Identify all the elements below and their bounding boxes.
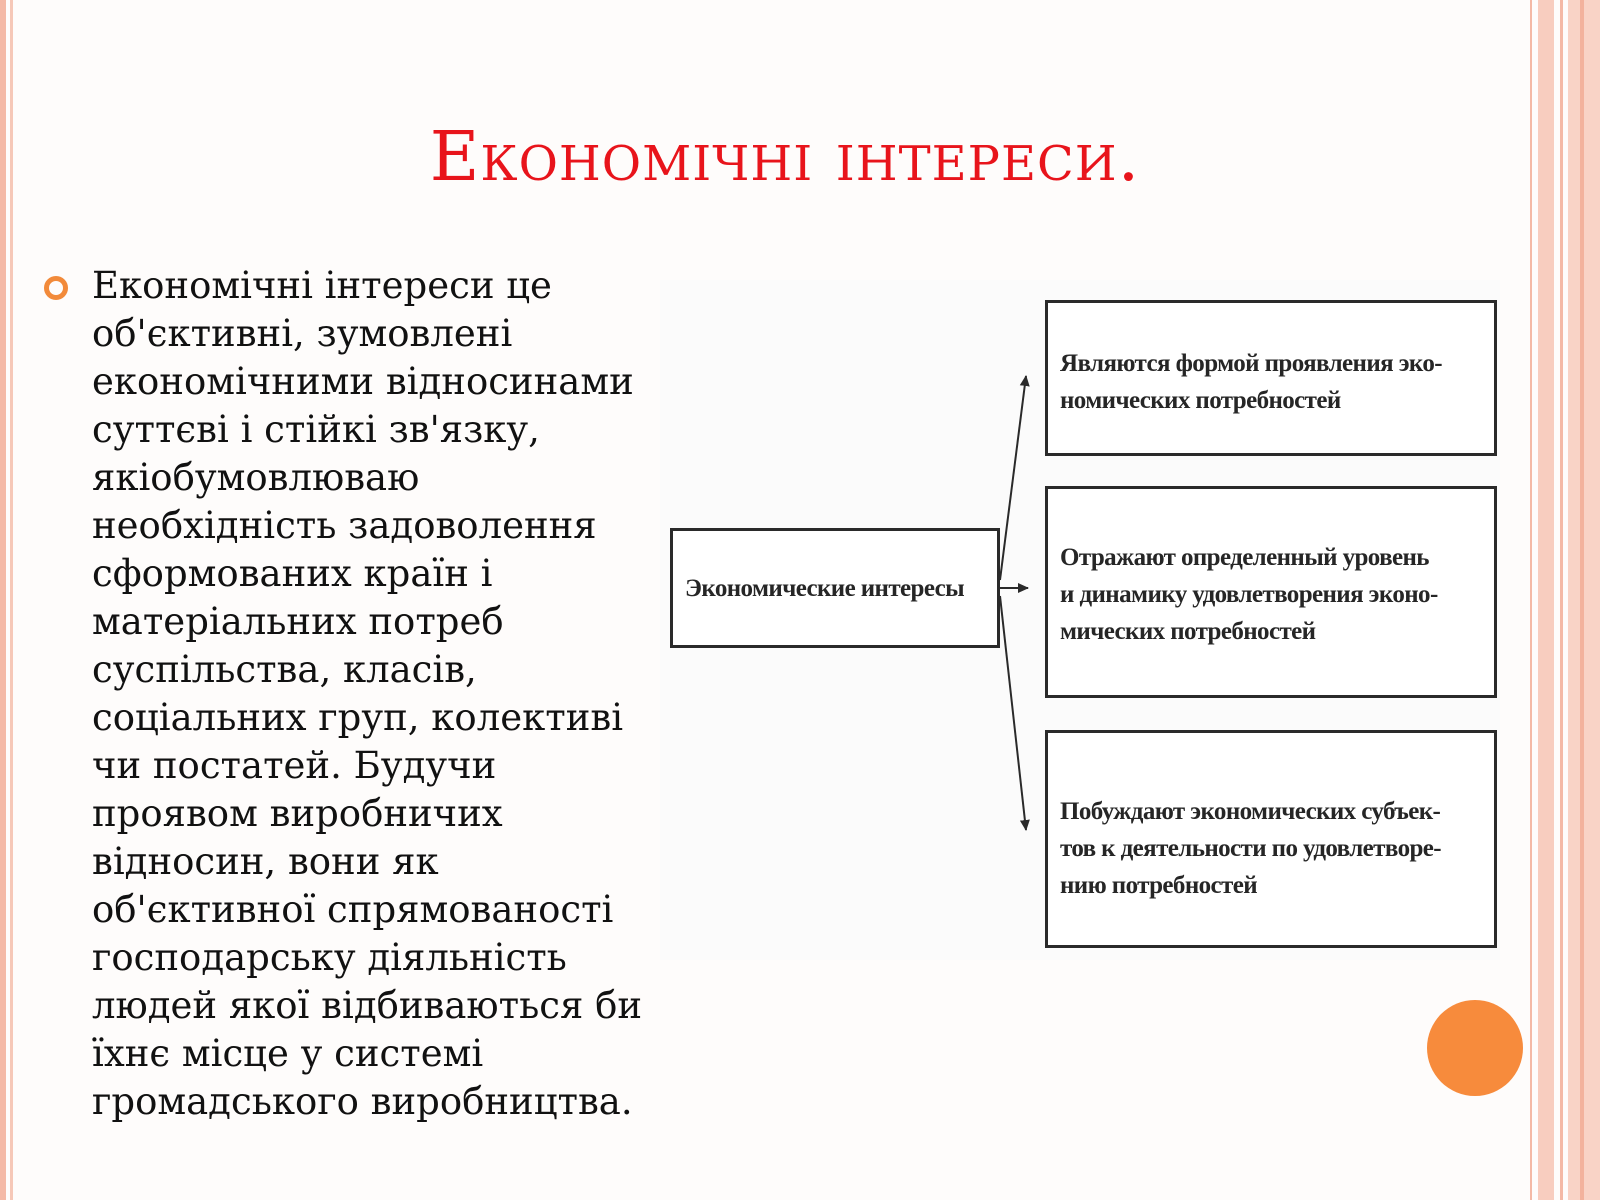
- node-label: мических потребностей: [1060, 618, 1316, 645]
- body-line: громадського виробництва.: [92, 1080, 633, 1123]
- body-line: якіобумовлюваю: [92, 456, 420, 499]
- body-line: відносин, вони як: [92, 840, 439, 883]
- node-label: Отражают определенный уровень: [1060, 544, 1429, 571]
- left-border-bar: [0, 0, 6, 1200]
- right-border-bar: [1530, 0, 1532, 1200]
- body-line: об'єктивної спрямованості: [92, 888, 614, 931]
- diagram-node-satisfaction-level: [1045, 486, 1497, 698]
- body-line: економічними відносинами: [92, 360, 634, 403]
- node-label: нию потребностей: [1060, 872, 1258, 899]
- body-line: матеріальних потреб: [92, 600, 504, 643]
- body-line: людей якої відбиваються би: [92, 984, 643, 1027]
- bullet-icon: [44, 276, 68, 300]
- node-label: и динамику удовлетворения эконо-: [1060, 581, 1438, 608]
- left-border-bar-thin: [10, 0, 13, 1200]
- right-border-bar: [1538, 0, 1554, 1200]
- interest-diagram: [660, 280, 1500, 960]
- body-line: необхідність задоволення: [92, 504, 597, 547]
- decorative-circle: [1427, 1000, 1523, 1096]
- body-line: сформованих країн і: [92, 552, 493, 595]
- body-line: їхнє місце у системі: [92, 1032, 484, 1075]
- diagram-node-form-of-needs: [1045, 300, 1497, 456]
- body-line: об'єктивні, зумовлені: [92, 312, 513, 355]
- node-label: Экономические интересы: [685, 575, 965, 602]
- body-line: соціальних груп, колективі: [92, 696, 624, 739]
- diagram-node-motivate-subjects: [1045, 730, 1497, 948]
- body-line: Економічні інтереси це: [92, 264, 552, 307]
- node-label: номических потребностей: [1060, 387, 1341, 414]
- node-label: тов к деятельности по удовлетворе-: [1060, 835, 1441, 862]
- body-line: господарську діяльність: [92, 936, 567, 979]
- right-border-bar: [1568, 0, 1600, 1200]
- body-line: чи постатей. Будучи: [92, 744, 497, 787]
- body-line: проявом виробничих: [92, 792, 503, 835]
- right-border-bar: [1560, 0, 1563, 1200]
- node-label: Являются формой проявления эко-: [1060, 350, 1443, 377]
- body-paragraph: [92, 262, 682, 1142]
- arrow-to-node-1: [1000, 376, 1026, 580]
- slide-title: Економічні інтереси.: [429, 118, 1141, 197]
- body-line: суттєві і стійкі зв'язку,: [92, 408, 540, 451]
- body-line: суспільства, класів,: [92, 648, 477, 691]
- right-border-bar: [1580, 0, 1584, 1200]
- node-label: Побуждают экономических субъек-: [1060, 798, 1441, 825]
- arrow-to-node-3: [1000, 596, 1026, 830]
- diagram-node-economic-interests: [670, 528, 1000, 648]
